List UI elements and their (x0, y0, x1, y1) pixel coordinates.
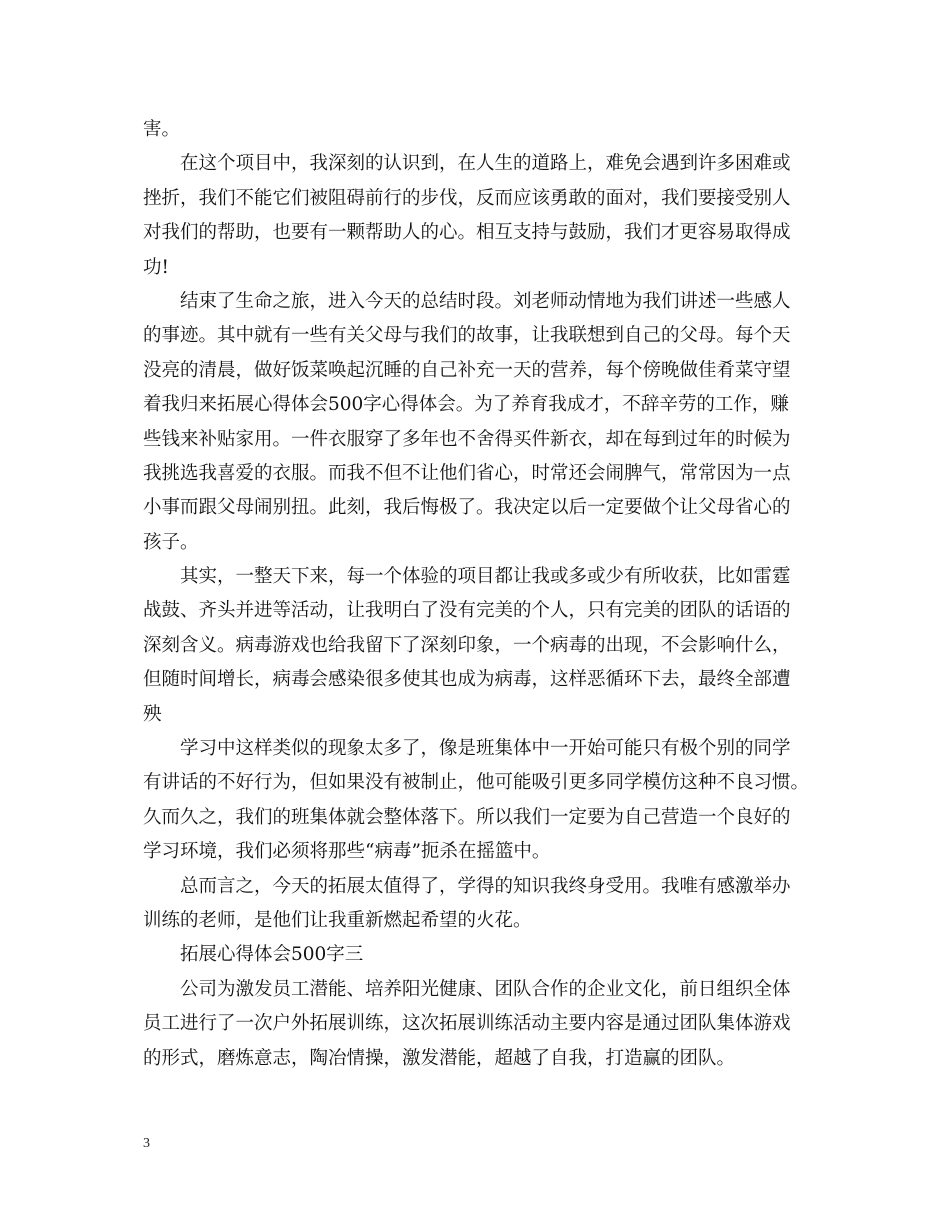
paragraph-start: 学习中这样类似的现象太多了，像是班集体中一开始可能只有极个别的同学 (180, 738, 791, 760)
text-line: 员工进行了一次户外拓展训练，这次拓展训练活动主要内容是通过团队集体游戏 (143, 1013, 791, 1035)
paragraph-start: 结束了生命之旅，进入今天的总结时段。刘老师动情地为我们讲述一些感人 (180, 290, 791, 312)
page-number: 3 (143, 1136, 150, 1151)
text-line: 的形式，磨炼意志，陶冶情操，激发潜能，超越了自我，打造赢的团队。 (143, 1047, 736, 1069)
text-line: 训练的老师，是他们让我重新燃起希望的火花。 (143, 909, 532, 931)
text-line: 战鼓、齐头并进等活动，让我明白了没有完美的个人，只有完美的团队的话语的 (143, 600, 791, 622)
text-line: 殃 (143, 703, 162, 725)
text-line: 学习环境，我们必须将那些“病毒”扼杀在摇篮中。 (143, 841, 551, 863)
text-line: 着我归来拓展心得体会500字心得体会。为了养育我成才，不辞辛劳的工作，赚 (143, 394, 789, 416)
paragraph-start: 总而言之，今天的拓展太值得了，学得的知识我终身受用。我唯有感激举办 (180, 875, 791, 897)
text-line: 没亮的清晨，做好饭菜唤起沉睡的自己补充一天的营养，每个傍晚做佳肴菜守望 (143, 359, 791, 381)
text-line: 对我们的帮助，也要有一颗帮助人的心。相互支持与鼓励，我们才更容易取得成 (143, 222, 791, 244)
text-line: 深刻含义。病毒游戏也给我留下了深刻印象，一个病毒的出现，不会影响什么， (143, 634, 791, 656)
paragraph-start: 公司为激发员工潜能、培养阳光健康、团队合作的企业文化，前日组织全体 (180, 978, 791, 1000)
text-line: 但随时间增长，病毒会感染很多使其也成为病毒，这样恶循环下去，最终全部遭 (143, 669, 791, 691)
text-line: 我挑选我喜爱的衣服。而我不但不让他们省心，时常还会闹脾气，常常因为一点 (143, 462, 791, 484)
text-line: 小事而跟父母闹别扭。此刻，我后悔极了。我决定以后一定要做个让父母省心的 (143, 497, 791, 519)
body-text (143, 113, 818, 1076)
text-line: 功! (143, 256, 169, 278)
section-heading: 拓展心得体会500字三 (180, 944, 364, 966)
text-line: 挫折，我们不能它们被阻碍前行的步伐，反而应该勇敢的面对，我们要接受别人 (143, 187, 791, 209)
paragraph-start: 其实，一整天下来，每一个体验的项目都让我或多或少有所收获，比如雷霆 (180, 566, 791, 588)
text-line: 些钱来补贴家用。一件衣服穿了多年也不舍得买件新衣，却在每到过年的时候为 (143, 428, 791, 450)
paragraph-start: 在这个项目中，我深刻的认识到，在人生的道路上，难免会遇到许多困难或 (180, 153, 791, 175)
text-line: 久而久之，我们的班集体就会整体落下。所以我们一定要为自己营造一个良好的 (143, 806, 791, 828)
text-line: 害。 (143, 119, 181, 140)
text-line: 的事迹。其中就有一些有关父母与我们的故事，让我联想到自己的父母。每个天 (143, 325, 791, 347)
text-line: 有讲话的不好行为，但如果没有被制止，他可能吸引更多同学模仿这种不良习惯。 (143, 772, 810, 794)
text-line: 孩子。 (143, 531, 199, 553)
